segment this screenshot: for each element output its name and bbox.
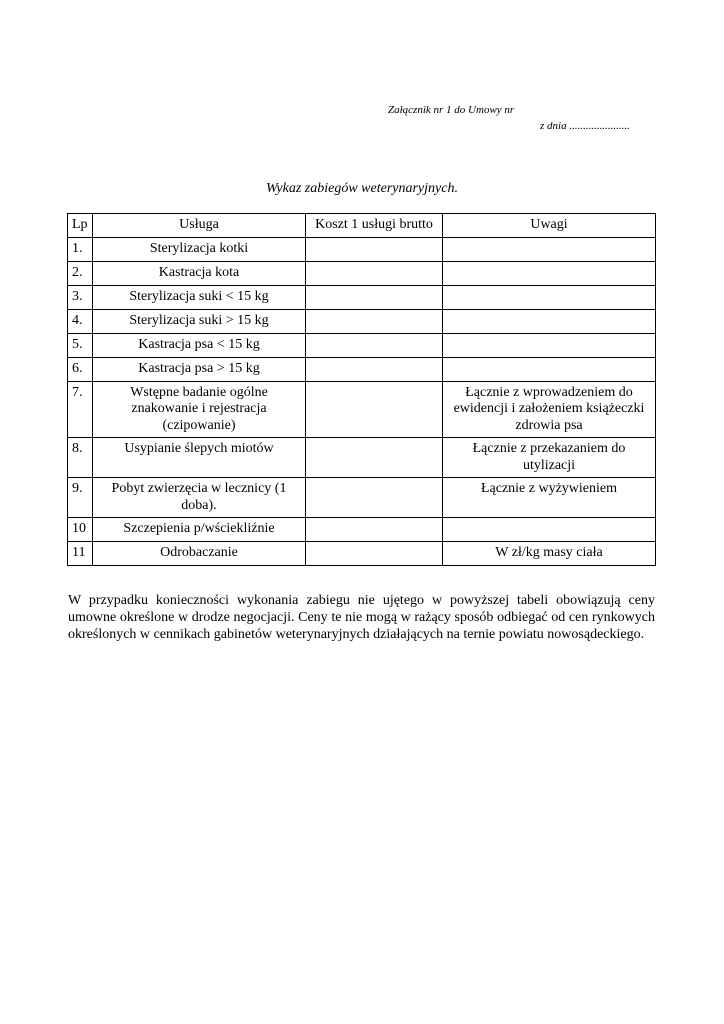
annex-date: z dnia ...................... [540,120,630,132]
row-notes: W zł/kg masy ciała [443,542,656,566]
row-cost [306,285,443,309]
table-row [68,438,656,478]
row-notes [443,333,656,357]
document-title: Wykaz zabiegów weterynaryjnych. [266,181,458,196]
row-service: Kastracja psa > 15 kg [93,357,306,381]
table-row [68,542,656,566]
table-header-row [68,214,656,238]
row-notes [443,309,656,333]
row-notes [443,261,656,285]
row-cost [306,542,443,566]
row-lp: 8. [68,438,93,478]
header-cost: Koszt 1 usługi brutto [306,214,443,238]
row-notes [443,237,656,261]
header-lp: Lp [68,214,93,238]
row-lp: 2. [68,261,93,285]
row-lp: 4. [68,309,93,333]
row-lp: 11 [68,542,93,566]
row-service: Sterylizacja suki < 15 kg [93,285,306,309]
row-cost [306,261,443,285]
row-lp: 3. [68,285,93,309]
row-notes [443,285,656,309]
row-lp: 1. [68,237,93,261]
row-lp: 9. [68,478,93,518]
services-table [67,213,656,566]
row-lp: 6. [68,357,93,381]
row-cost [306,357,443,381]
closing-paragraph: W przypadku konieczności wykonania zabiegu nie ujętego w powyższej tabeli obowiązują ceny umowne określone w drodze negocjacji. Ceny te nie mogą w rażący sposób odbiegać od cen rynkowych określonych w cennikach gabinetów weterynaryjnych działających na ternie powiatu nowosądeckiego. [68,593,655,642]
header-service: Usługa [93,214,306,238]
row-service: Kastracja psa < 15 kg [93,333,306,357]
row-cost [306,333,443,357]
row-service: Szczepienia p/wściekliźnie [93,518,306,542]
row-cost [306,518,443,542]
annex-reference: Załącznik nr 1 do Umowy nr [388,104,515,116]
header-notes: Uwagi [443,214,656,238]
row-notes: Łącznie z wprowadzeniem do ewidencji i założeniem książeczki zdrowia psa [443,381,656,438]
row-service: Sterylizacja suki > 15 kg [93,309,306,333]
table-row [68,518,656,542]
row-notes: Łącznie z wyżywieniem [443,478,656,518]
row-lp: 7. [68,381,93,438]
table-row [68,478,656,518]
row-cost [306,237,443,261]
row-cost [306,309,443,333]
table-row [68,333,656,357]
row-cost [306,438,443,478]
row-cost [306,381,443,438]
row-service: Sterylizacja kotki [93,237,306,261]
table-row [68,357,656,381]
row-service: Usypianie ślepych miotów [93,438,306,478]
row-notes: Łącznie z przekazaniem do utylizacji [443,438,656,478]
row-lp: 10 [68,518,93,542]
row-service: Odrobaczanie [93,542,306,566]
table-row [68,237,656,261]
row-service: Kastracja kota [93,261,306,285]
row-notes [443,518,656,542]
table-row [68,381,656,438]
table-row [68,285,656,309]
table-row [68,309,656,333]
row-cost [306,478,443,518]
row-lp: 5. [68,333,93,357]
row-service: Wstępne badanie ogólne znakowanie i rejestracja (czipowanie) [93,381,306,438]
row-notes [443,357,656,381]
row-service: Pobyt zwierzęcia w lecznicy (1 doba). [93,478,306,518]
table-row [68,261,656,285]
